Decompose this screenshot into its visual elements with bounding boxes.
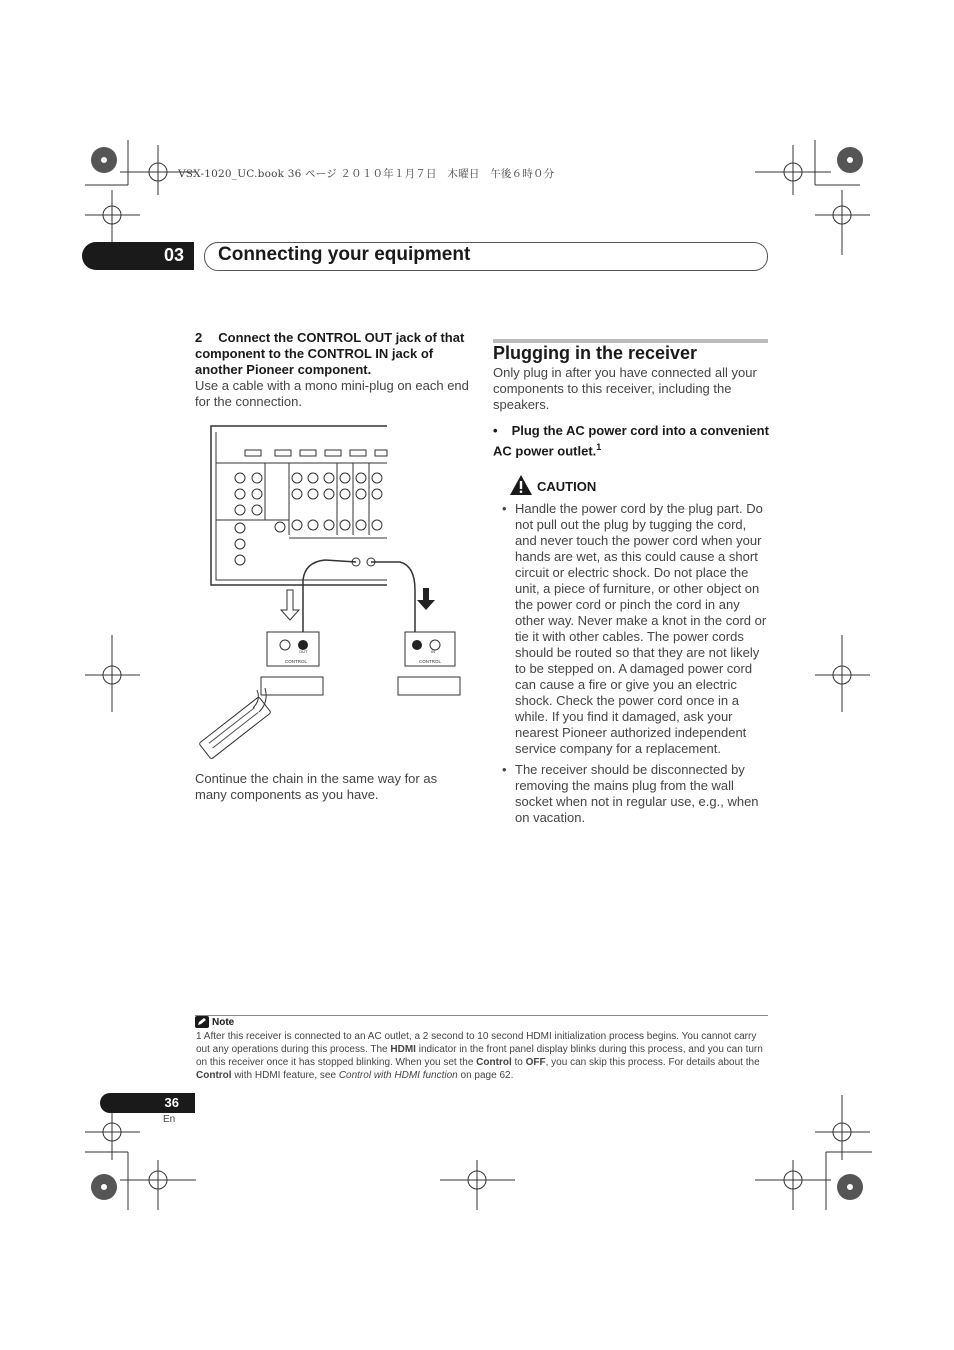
caution-item: • Handle the power cord by the plug part. Do not pull out the plug by tugging the cord, and never touch the power cord when your hands are wet, as this could cause a short circuit or electric shock. Do not place the unit, a piece of furniture, or other object on the power cord or pinch the cord in any other way. Never make a knot in the cord or tie it with other cables. The power cords should be routed so that they are not likely to be stepped on. A damaged power cord can cause a fire or give you an electric shock. Check the power cord once in a while. If you find it damaged, ask your nearest Pioneer authorized independent service company for a replacement. xyxy=(500,501,768,757)
note-part-bold: OFF xyxy=(525,1057,546,1068)
left-control-label: CONTROL xyxy=(285,659,308,664)
note-pencil-icon xyxy=(195,1016,209,1028)
power-bullet xyxy=(493,423,771,459)
note-part: indicator in the front panel display blinks during this process, and you can turn on this receiver once it has stopped blinking. When you set the xyxy=(196,1044,763,1068)
step-heading xyxy=(195,330,475,378)
note-part: with HDMI feature, see xyxy=(231,1070,339,1081)
note-part: to xyxy=(511,1057,526,1068)
power-bullet-text: Plug the AC power cord into a convenient AC power outlet. xyxy=(493,423,769,459)
chapter-number-tab xyxy=(82,242,194,270)
intro-text: Only plug in after you have connected all your components to this receiver, including the speakers. xyxy=(493,365,757,412)
continue-text: Continue the chain in the same way for as many components as you have. xyxy=(195,771,438,802)
section-title: Plugging in the receiver xyxy=(493,343,698,363)
note-part-bold: Control xyxy=(476,1057,512,1068)
note-part-italic: Control with HDMI function xyxy=(338,1070,458,1081)
note-number: 1 xyxy=(196,1031,202,1042)
warning-icon xyxy=(509,474,533,496)
note-part: on page 62. xyxy=(457,1070,514,1081)
note-part-bold: Control xyxy=(196,1070,232,1081)
caution-label: CAUTION xyxy=(537,479,597,494)
note-rule xyxy=(195,1015,768,1016)
control-connection-diagram xyxy=(195,420,465,765)
step-text: Use a cable with a mono mini-plug on each end for the connection. xyxy=(195,378,469,409)
chapter-title: Connecting your equipment xyxy=(218,244,471,265)
caution-item: • The receiver should be disconnected by removing the mains plug from the wall socket when not in regular use, e.g., when on vacation. xyxy=(500,762,768,826)
page-number-tab xyxy=(100,1093,195,1113)
left-out-label: OUT xyxy=(299,649,308,654)
step-heading-text: Connect the CONTROL OUT jack of that component to the CONTROL IN jack of another Pioneer component. xyxy=(195,330,465,377)
note-label: Note xyxy=(212,1017,235,1028)
note-part: , you can skip this process. For details about the xyxy=(545,1057,760,1068)
chapter-number: 03 xyxy=(163,245,184,265)
note-part: After this receiver is connected to an AC outlet, a 2 second to 10 second HDMI initialization process begins. You cannot carry out any operations during this process. The xyxy=(196,1031,757,1055)
note-part-bold: HDMI xyxy=(390,1044,416,1055)
right-in-label: IN xyxy=(431,649,435,654)
right-control-label: CONTROL xyxy=(419,659,442,664)
note-text xyxy=(196,1030,768,1082)
step-number: 2 xyxy=(195,330,203,345)
print-header: VSX-1020_UC.book 36 ページ ２０１０年１月７日 木曜日 午後６時０分 xyxy=(178,168,555,180)
caution-list xyxy=(500,501,768,831)
footnote-ref: 1 xyxy=(596,442,602,452)
page-language: En xyxy=(163,1114,176,1125)
page-number: 36 xyxy=(164,1095,179,1110)
bullet-marker: • xyxy=(493,423,498,438)
